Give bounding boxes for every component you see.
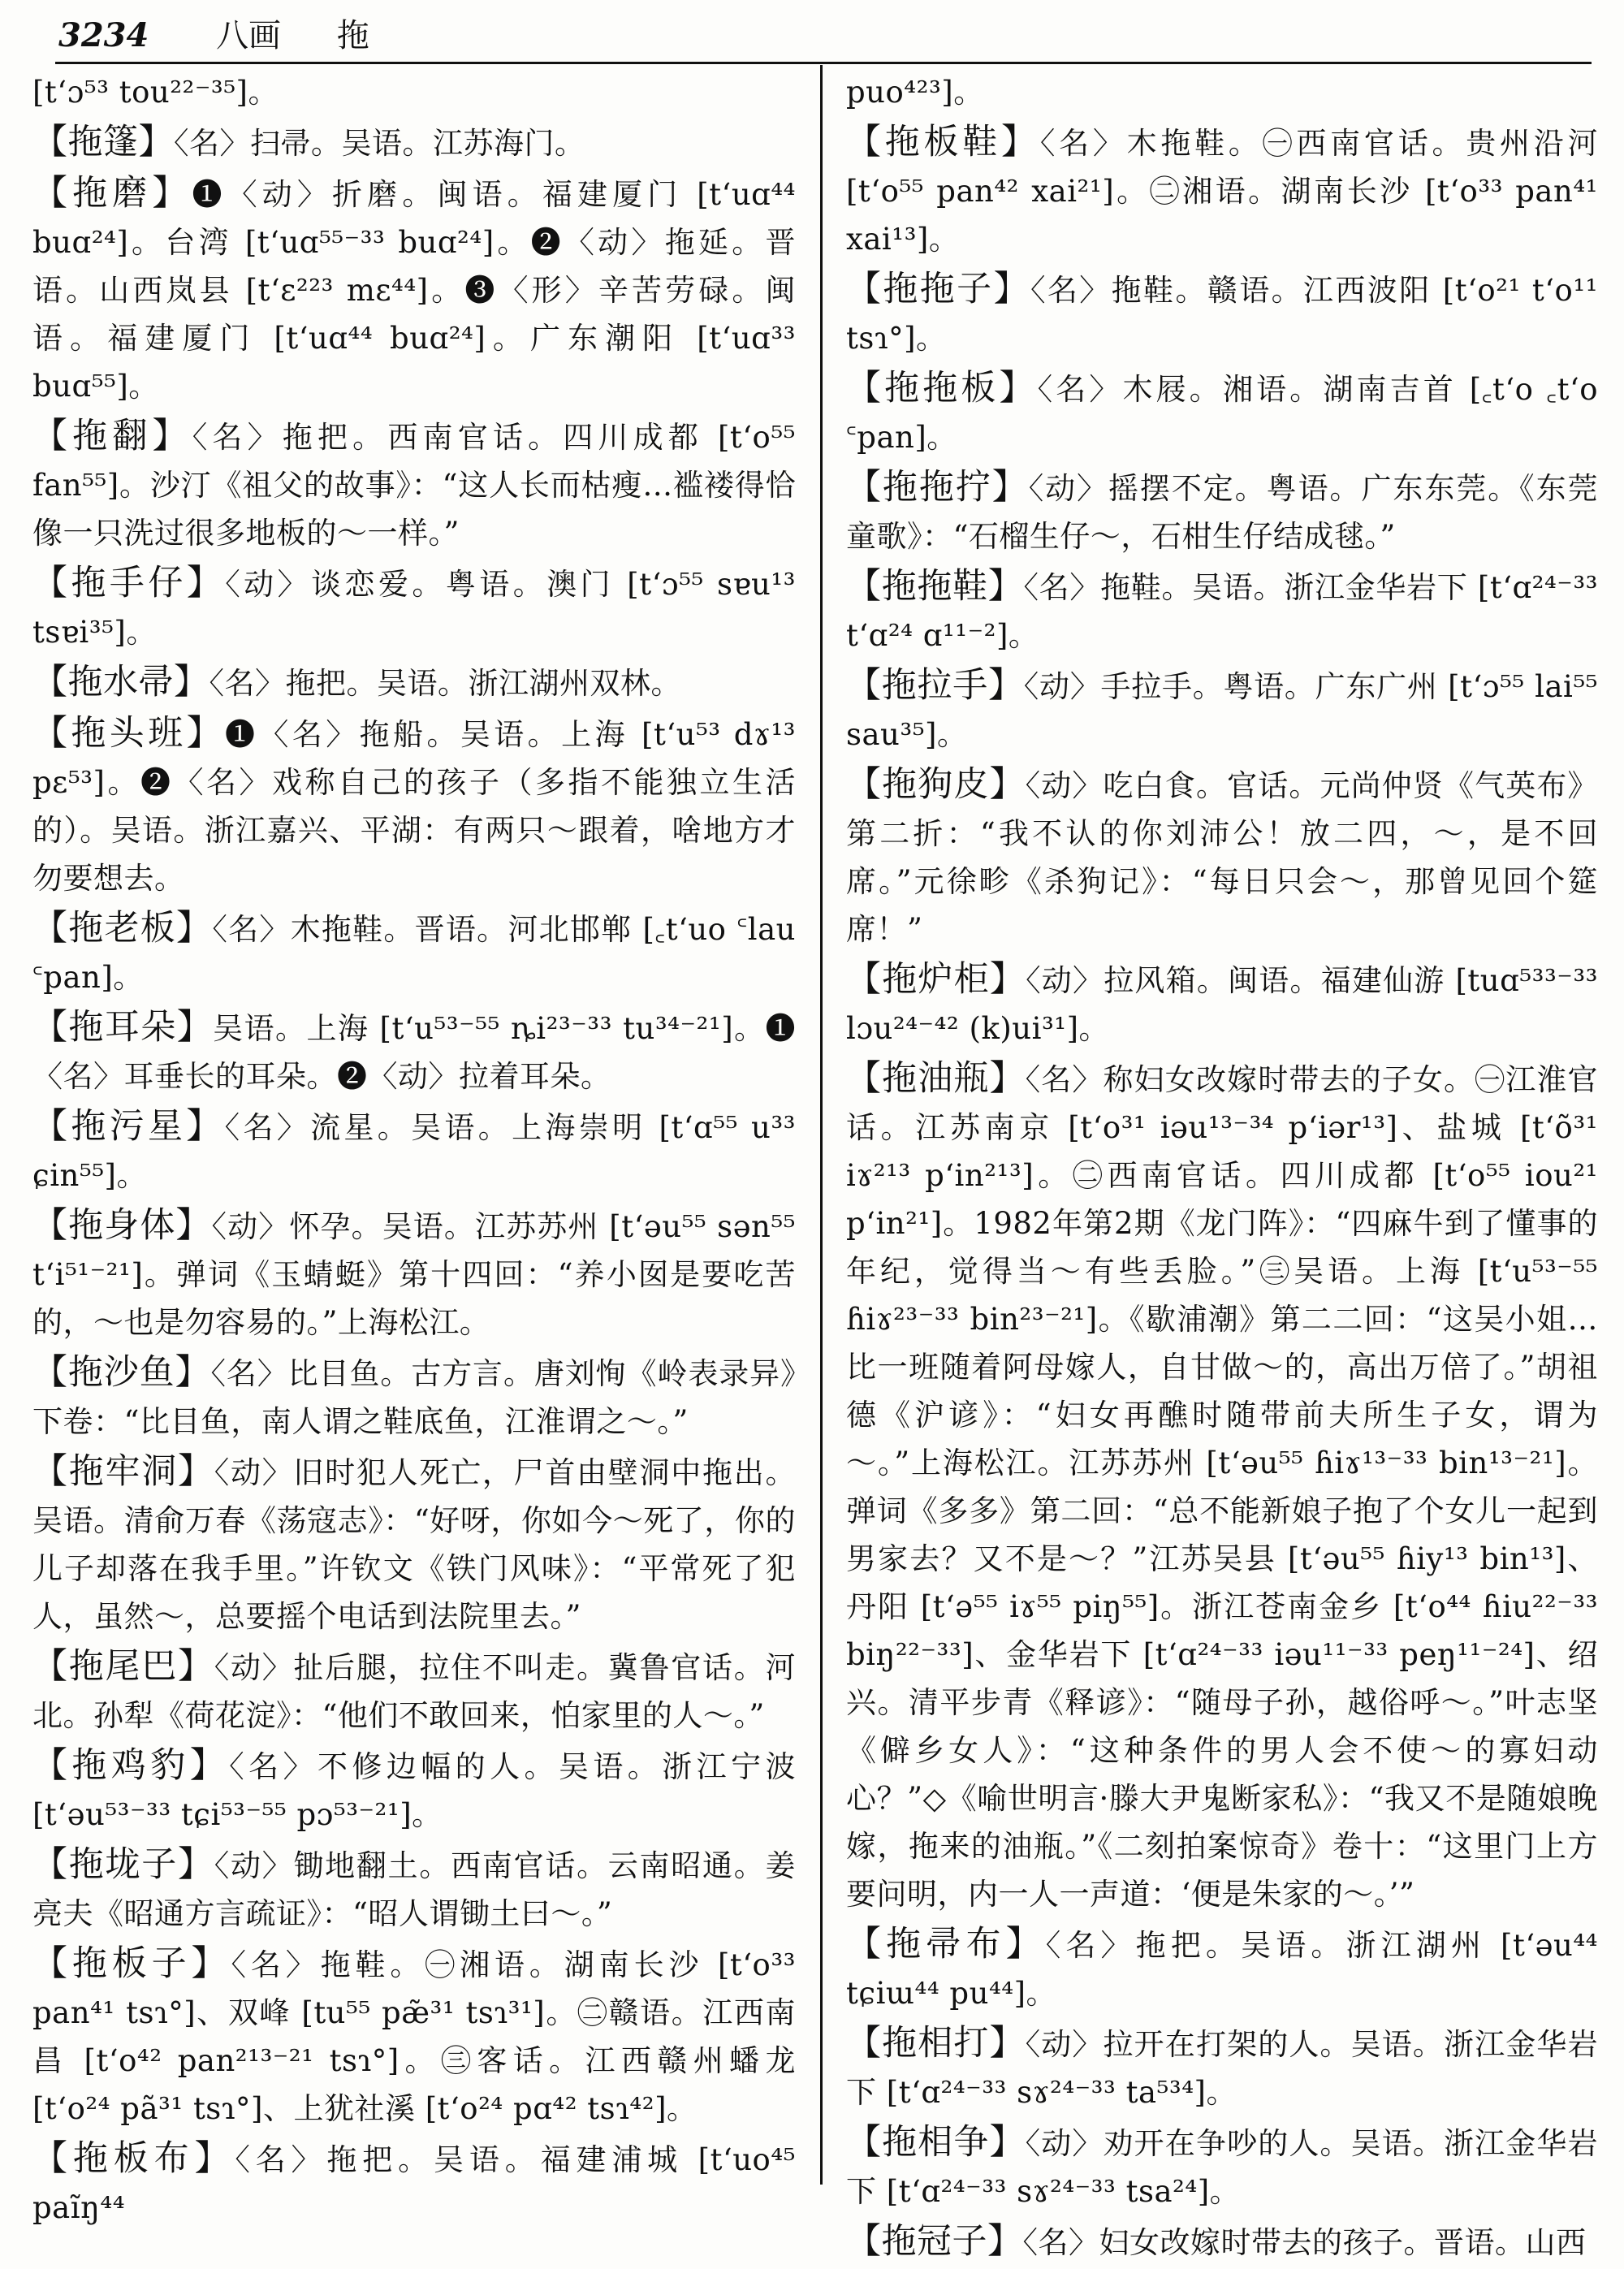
headword: 【拖拖子】: [846, 269, 1030, 309]
headword: 【拖狗皮】: [846, 764, 1026, 805]
definition-text: 〈名〉妇女改嫁时带去的孩子。晋语。山西: [1022, 2225, 1587, 2260]
definition-text: 〈动〉锄地翻土。西南官话。云南昭通。姜亮夫《昭通方言疏证》：“昭人谓锄土曰～。”: [32, 1848, 797, 1931]
headword: 【拖板子】: [32, 1943, 231, 1984]
headword: 【拖帚布】: [846, 1924, 1046, 1964]
definition-text: 〈名〉拖把。吴语。福建浦城 [tʻuo⁴⁵ paĩŋ⁴⁴: [32, 2142, 797, 2225]
definition-text: 〈名〉木拖鞋。㊀西南官话。贵州沿河 [tʻo⁵⁵ pan⁴² xai²¹]。㊁湘语。湖南长沙 [tʻo³³ pan⁴¹ xai¹³]。: [846, 126, 1599, 257]
definition-text: 〈名〉流星。吴语。上海崇明 [tʻɑ⁵⁵ u³³ ɕin⁵⁵]。: [32, 1110, 796, 1193]
headword: 【拖水帚】: [32, 662, 209, 702]
headword: 【拖牢洞】: [32, 1451, 214, 1492]
entry-tuoshuizhou: [32, 659, 796, 707]
right-column: [846, 68, 1598, 2269]
headword: 【拖相打】: [846, 2023, 1026, 2064]
entry-tuogoupi: [846, 761, 1598, 953]
entry-tuotuoning: [846, 464, 1598, 560]
headword: 【拖手仔】: [32, 563, 226, 603]
headword: 【拖相争】: [846, 2122, 1026, 2163]
entry-tuobanzi: [32, 1940, 796, 2133]
entry-tuoguanzi: [846, 2218, 1598, 2267]
headword: 【拖头班】: [32, 713, 226, 754]
headword: 【拖耳朵】: [32, 1007, 214, 1048]
headword: 【拖拖板】: [846, 368, 1038, 408]
definition-text: 〈名〉扫帚。吴语。江苏海门。: [174, 126, 585, 161]
entry-tuotouban: [32, 710, 796, 902]
entry-tuotuozi: [846, 266, 1598, 362]
definition-text: 〈动〉旧时犯人死亡，尸首由壁洞中拖出。吴语。清俞万春《荡寇志》：“好呀，你如今～死了，你的儿子却落在我手里。”许钦文《铁门风味》：“平常死了犯人，虽然～，总要摇个电话到法院里去。”: [32, 1455, 797, 1634]
entry-tuotuoban: [846, 365, 1598, 461]
entry-tuotuoxie: [846, 563, 1598, 659]
entry-tuoshayu: [32, 1349, 796, 1446]
headword: 【拖身体】: [32, 1205, 212, 1246]
definition-text: 〈名〉木拖鞋。晋语。河北邯郸 [꜀tʻuo ꜂lau ꜂pan]。: [32, 912, 796, 995]
entry-tuoshouzai: [32, 560, 796, 656]
entry-tuopeng: [32, 119, 796, 167]
entry-tuolaodong: [32, 1448, 796, 1640]
entry-tuobanxie: [846, 119, 1598, 263]
header-rule: [55, 62, 1592, 64]
left-column: [32, 68, 796, 2234]
headword: 【拖鸡豹】: [32, 1745, 230, 1786]
entry-tuowuxing: [32, 1103, 796, 1199]
definition-text: 〈名〉木屐。湘语。湖南吉首 [꜀tʻo ꜀tʻo ꜂pan]。: [846, 372, 1598, 455]
headword: 【拖炉柜】: [846, 959, 1026, 1000]
headword: 【拖冠子】: [846, 2221, 1023, 2262]
definition-text: 〈动〉拉风箱。闽语。福建仙游 [tuɑ⁵³³⁻³³ lɔu²⁴⁻⁴² (k)ui³¹]。: [846, 963, 1598, 1046]
entry-tuomo: [32, 170, 796, 410]
page-header: [58, 11, 369, 60]
definition-text: 〈名〉拖把。吴语。浙江湖州 [tʻəu⁴⁴ tɕiɯ⁴⁴ pu⁴⁴]。: [846, 1928, 1599, 2011]
entry-tuoyouping: [846, 1055, 1598, 1918]
definition-text: 〈名〉不修边幅的人。吴语。浙江宁波 [tʻəu⁵³⁻³³ tɕi⁵³⁻⁵⁵ pɔ⁵³⁻²¹]。: [32, 1749, 797, 1832]
entry-tuoxiangda: [846, 2020, 1598, 2116]
headword: 【拖拖拧】: [846, 467, 1029, 508]
definition-text: 〈动〉劝开在争吵的人。吴语。浙江金华岩下 [tʻɑ²⁴⁻³³ sɤ²⁴⁻³³ tsa²⁴]。: [846, 2126, 1599, 2209]
definition-text: 〈动〉扯后腿，拉住不叫走。冀鲁官话。河北。孙犁《荷花淀》：“他们不敢回来，怕家里的人～。”: [32, 1650, 797, 1733]
head-character: 拖: [336, 17, 369, 54]
entry-tuoshenti: [32, 1202, 796, 1346]
definition-text: 〈动〉拉开在打架的人。吴语。浙江金华岩下 [tʻɑ²⁴⁻³³ sɤ²⁴⁻³³ ta⁵³⁴]。: [846, 2027, 1599, 2110]
headword: 【拖沙鱼】: [32, 1352, 211, 1393]
entry-tuolashou: [846, 662, 1598, 758]
definition-text: 〈动〉手拉手。粤语。广东广州 [tʻɔ⁵⁵ lai⁵⁵ sau³⁵]。: [846, 669, 1599, 752]
entry-tuoweiba: [32, 1643, 796, 1740]
column-divider: [820, 65, 823, 2185]
headword: 【拖垅子】: [32, 1844, 214, 1885]
definition-text: 〈名〉拖鞋。㊀湘语。湖南长沙 [tʻo³³ pan⁴¹ tsɿ°]、双峰 [tu⁵⁵ pæ̃³¹ tsɿ³¹]。㊁赣语。江西南昌 [tʻo⁴² pan²¹³⁻²¹ tsɿ°]。㊂客话。江西赣州蟠龙 [tʻo²⁴ pã³¹ tsɿ°]、上犹社溪 [tʻo²⁴ pɑ⁴² tsɿ⁴²]。: [32, 1947, 796, 2126]
entry-tuobanbu: [32, 2135, 796, 2232]
headword: 【拖油瓶】: [846, 1058, 1026, 1099]
definition-text: 〈名〉拖鞋。赣语。江西波阳 [tʻo²¹ tʻo¹¹ tsɿ°]。: [846, 273, 1599, 356]
definition-text: 〈动〉怀孕。吴语。江苏苏州 [tʻəu⁵⁵ sən⁵⁵ tʻi⁵¹⁻²¹]。弹词《玉蜻蜓》第十四回：“养小囡是要吃苦的，～也是勿容易的。”上海松江。: [32, 1209, 797, 1340]
section-label: 八画: [216, 17, 282, 54]
definition-text: puo⁴²³]。: [846, 75, 984, 110]
definition-text: 〈名〉拖鞋。吴语。浙江金华岩下 [tʻɑ²⁴⁻³³ tʻɑ²⁴ ɑ¹¹⁻²]。: [846, 570, 1598, 653]
entry-tuofan: [32, 413, 796, 557]
definition-text: 吴语。上海 [tʻu⁵³⁻⁵⁵ ȵi²³⁻³³ tu³⁴⁻²¹]。❶〈名〉耳垂长的耳朵。❷〈动〉拉着耳朵。: [32, 1011, 796, 1094]
definition-text: 〈名〉拖把。吴语。浙江湖州双林。: [209, 666, 681, 701]
headword: 【拖篷】: [32, 122, 174, 162]
entry-tuolongzi: [32, 1841, 796, 1938]
entry-tuolaoban: [32, 905, 796, 1001]
entry-tuolugui: [846, 956, 1598, 1052]
definition-text: 〈动〉谈恋爱。粤语。澳门 [tʻɔ⁵⁵ sɐu¹³ tsɐi³⁵]。: [32, 567, 797, 650]
entry-tuojibao: [32, 1742, 796, 1839]
page-number: 3234: [58, 16, 149, 54]
definition-text: ❶〈动〉折磨。闽语。福建厦门 [tʻuɑ⁴⁴ buɑ²⁴]。台湾 [tʻuɑ⁵⁵⁻³³ buɑ²⁴]。❷〈动〉拖延。晋语。山西岚县 [tʻɛ²²³ mɛ⁴⁴]。❸〈形〉辛苦劳碌。闽语。福建厦门 [tʻuɑ⁴⁴ buɑ²⁴]。广东潮阳 [tʻuɑ³³ buɑ⁵⁵]。: [32, 177, 796, 404]
headword: 【拖翻】: [32, 416, 192, 456]
entry-tuoxiangzheng: [846, 2119, 1598, 2215]
headword: 【拖老板】: [32, 908, 213, 949]
headword: 【拖拖鞋】: [846, 566, 1024, 607]
definition-text: [tʻɔ⁵³ tou²²⁻³⁵]。: [32, 75, 279, 110]
definition-text: 〈名〉拖把。西南官话。四川成都 [tʻo⁵⁵ fan⁵⁵]。沙汀《祖父的故事》：“这人长而枯瘦…褴褛得恰像一只洗过很多地板的～一样。”: [32, 420, 796, 551]
definition-text: ❶〈名〉拖船。吴语。上海 [tʻu⁵³ dɤ¹³ pɛ⁵³]。❷〈名〉戏称自己的孩子（多指不能独立生活的）。吴语。浙江嘉兴、平湖：有两只～跟着，啥地方才勿要想去。: [32, 717, 796, 896]
entry-continued: [32, 68, 796, 116]
headword: 【拖板布】: [32, 2138, 235, 2179]
headword: 【拖拉手】: [846, 665, 1024, 706]
entry-continued: [846, 68, 1598, 116]
headword: 【拖磨】: [32, 173, 192, 214]
definition-text: 〈名〉比目鱼。古方言。唐刘恂《岭表录异》下卷：“比目鱼，南人谓之鞋底鱼，江淮谓之～。”: [32, 1356, 797, 1439]
definition-text: 〈动〉摇摆不定。粤语。广东东莞。《东莞童歌》：“石榴生仔～，石柑生仔结成毬。”: [846, 471, 1599, 554]
entry-tuozhoubu: [846, 1921, 1598, 2017]
definition-text: 〈名〉称妇女改嫁时带去的子女。㊀江淮官话。江苏南京 [tʻo³¹ iəu¹³⁻³⁴ pʻiər¹³]、盐城 [tʻõ³¹ iɤ²¹³ pʻin²¹³]。㊁西南官话。四川成都 [tʻo⁵⁵ iou²¹ pʻin²¹]。1982年第2期《龙门阵》：“四麻牛到了懂事的年纪，觉得当～有些丢脸。”㊂吴语。上海 [tʻu⁵³⁻⁵⁵ ɦiɤ²³⁻³³ bin²³⁻²¹]。《歇浦潮》第二二回：“这吴小姐…比一班随着阿母嫁人，自甘做～的，高出万倍了。”胡祖德《沪谚》：“妇女再醮时随带前夫所生子女，谓为～。”上海松江。江苏苏州 [tʻəu⁵⁵ ɦiɤ¹³⁻³³ bin¹³⁻²¹]。弹词《多多》第二回：“总不能新娘子抱了个女儿一起到男家去？又不是～？”江苏吴县 [tʻəu⁵⁵ ɦiy¹³ bin¹³]、丹阳 [tʻə⁵⁵ iɤ⁵⁵ piŋ⁵⁵]。浙江苍南金乡 [tʻo⁴⁴ ɦiu²²⁻³³ biŋ²²⁻³³]、金华岩下 [tʻɑ²⁴⁻³³ iəu¹¹⁻³³ peŋ¹¹⁻²⁴]、绍兴。清平步青《释谚》：“随母子孙，越俗呼～。”叶志坚《僻乡女人》：“这种条件的男人会不使～的寡妇动心？”◇《喻世明言·滕大尹鬼断家私》：“我又不是随娘晚嫁，拖来的油瓶。”《二刻拍案惊奇》卷十：“这里门上方要问明，内一人一声道：‘便是朱家的～。’”: [846, 1062, 1599, 1912]
headword: 【拖尾巴】: [32, 1646, 214, 1687]
entry-tuoerduo: [32, 1004, 796, 1100]
definition-text: 〈动〉吃白食。官话。元尚仲贤《气英布》第二折：“我不认的你刘沛公！放二四，～，是不回席。”元徐畛《杀狗记》：“每日只会～，那曾见回个筵席！”: [846, 768, 1599, 947]
headword: 【拖板鞋】: [846, 122, 1040, 162]
headword: 【拖污星】: [32, 1106, 225, 1147]
